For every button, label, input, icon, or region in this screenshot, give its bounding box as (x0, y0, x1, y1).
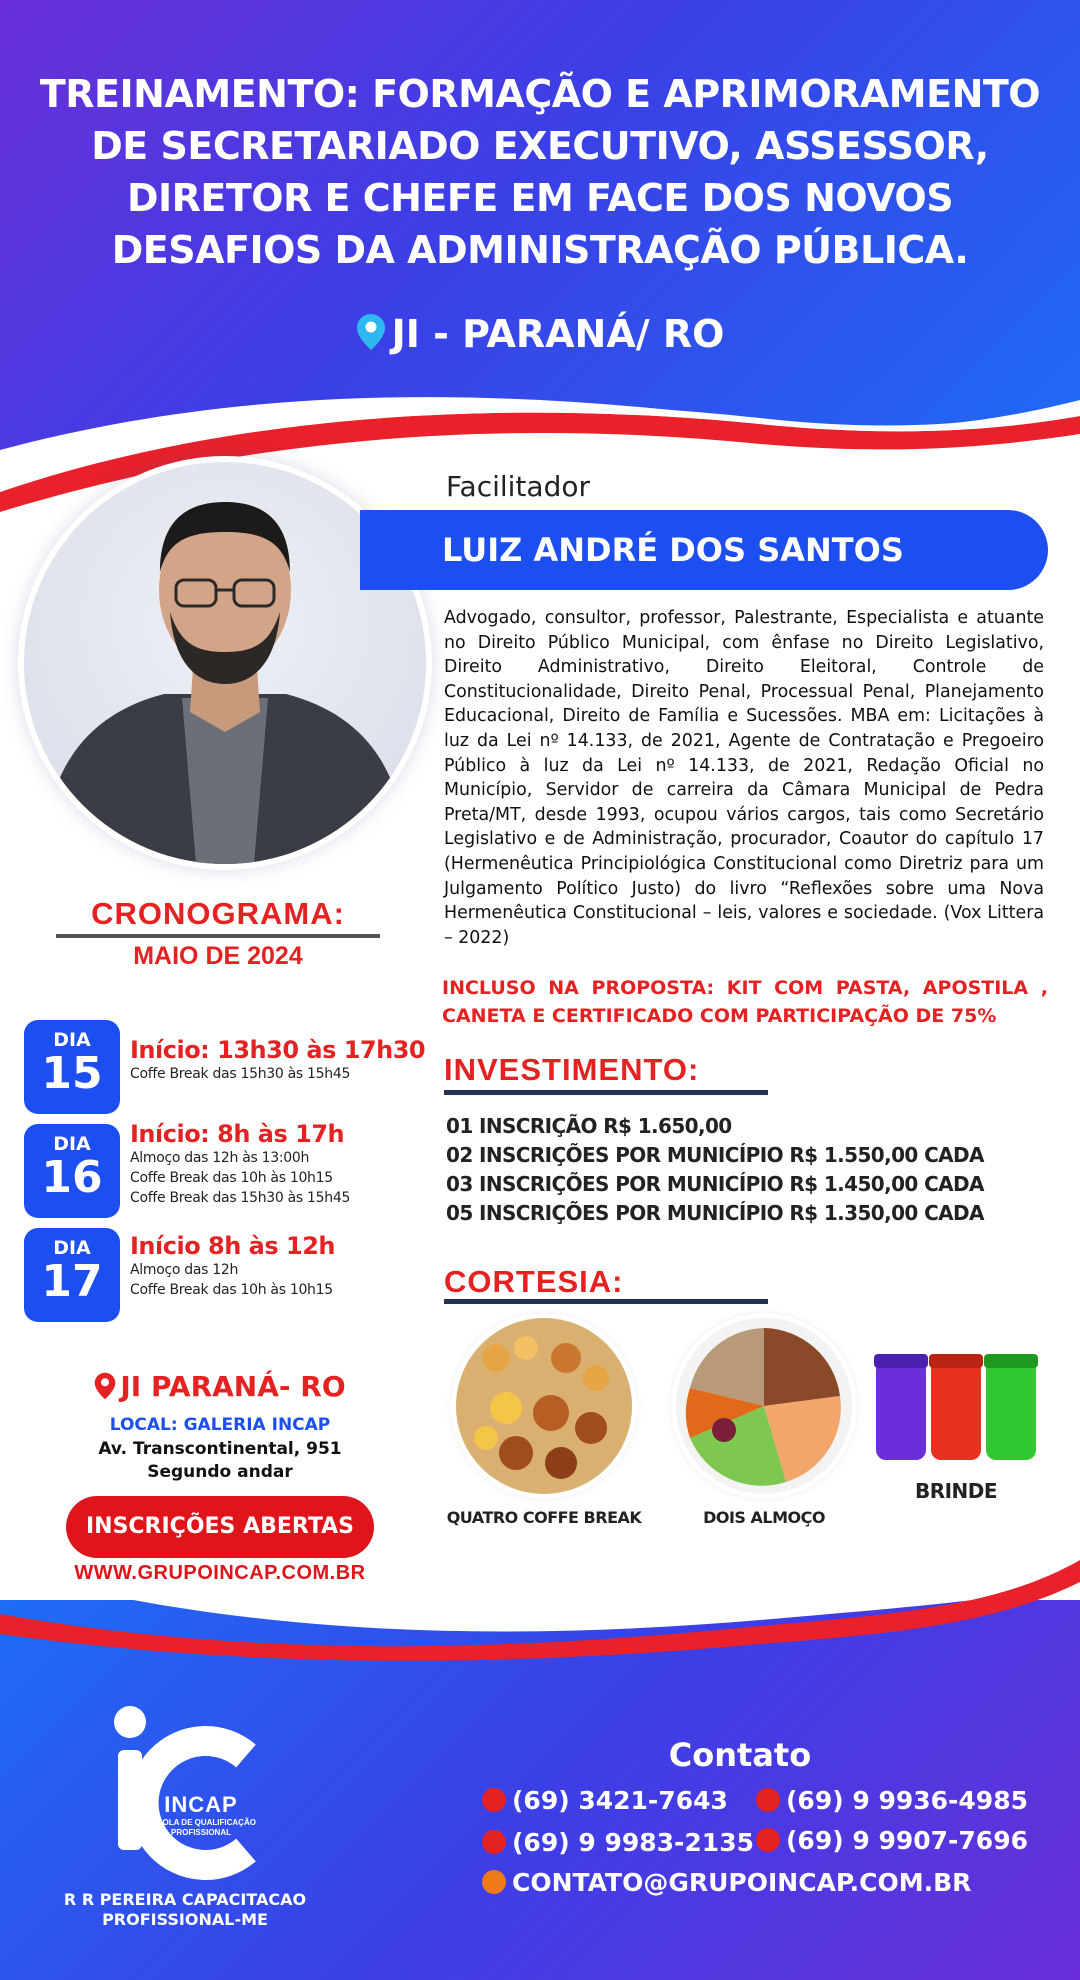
event-city (0, 312, 1080, 360)
phone-icon (756, 1788, 780, 1812)
facilitator-name: LUIZ ANDRÉ DOS SANTOS (360, 510, 1048, 590)
phone-icon (756, 1828, 780, 1852)
investment-list (446, 1112, 1046, 1228)
venue-city (40, 1370, 400, 1403)
day-info-16 (130, 1120, 350, 1208)
courtesy-label: DOIS ALMOÇO (703, 1508, 825, 1527)
day-detail: Coffe Break das 15h30 às 15h45 (130, 1190, 351, 1206)
day-start: Início: 8h às 17h (130, 1120, 345, 1148)
day-detail: Coffe Break das 10h às 10h15 (130, 1170, 333, 1186)
phone-link[interactable] (756, 1826, 1028, 1855)
day-badge-15 (24, 1020, 120, 1114)
venue-address (40, 1438, 400, 1484)
event-city-text: JI - PARANÁ/ RO (391, 312, 725, 356)
venue-name: LOCAL: GALERIA INCAP (109, 1415, 331, 1435)
page-title: TREINAMENTO: FORMAÇÃO E APRIMORAMENTO DE SECRETARIADO EXECUTIVO, ASSESSOR, DIRETOR E CHEFE EM FACE DOS NOVOS DESAFIOS DA ADMINISTRAÇÃO PÚBLICA. (39, 72, 1041, 272)
contact-title: Contato (668, 1736, 812, 1774)
courtesy-lunch (664, 1318, 864, 1527)
phone-number: (69) 9 9983-2135 (512, 1828, 754, 1857)
logo-name: INCAP (164, 1792, 238, 1817)
venue-floor: Segundo andar (147, 1462, 293, 1482)
schedule-rule (56, 934, 380, 938)
day-start: Início: 13h30 às 17h30 (130, 1036, 426, 1064)
phone-number: (69) 9 9936-4985 (786, 1786, 1028, 1815)
logo-subtitle: ESCOLA DE QUALIFICAÇÃO (146, 1818, 256, 1827)
day-info-17 (130, 1232, 335, 1300)
phone-link[interactable] (482, 1828, 754, 1857)
investment-item: 05 INSCRIÇÕES POR MUNICÍPIO R$ 1.350,00 CADA (446, 1201, 984, 1225)
email-address: CONTATO@GRUPOINCAP.COM.BR (512, 1868, 972, 1897)
day-detail: Almoço das 12h às 13:00h (130, 1150, 310, 1166)
courtesy-label: BRINDE (914, 1479, 998, 1503)
included-items: INCLUSO NA PROPOSTA: KIT COM PASTA, APOSTILA , CANETA E CERTIFICADO COM PARTICIPAÇÃO DE 75% (442, 977, 1048, 1027)
courtesy-rule (444, 1299, 768, 1304)
day-detail: Almoço das 12h (130, 1262, 239, 1278)
map-pin-icon (356, 313, 386, 360)
day-label: DIA (53, 1133, 91, 1155)
venue-street: Av. Transcontinental, 951 (98, 1439, 342, 1459)
email-icon (482, 1870, 506, 1894)
phone-icon (482, 1830, 506, 1854)
lunch-image (676, 1318, 852, 1494)
day-badge-17 (24, 1228, 120, 1322)
coffee-break-image (456, 1318, 632, 1494)
schedule-title: CRONOGRAMA: (91, 896, 345, 931)
courtesy-title: CORTESIA: (444, 1264, 624, 1299)
day-number: 15 (41, 1048, 103, 1099)
investment-item: 02 INSCRIÇÕES POR MUNICÍPIO R$ 1.550,00 CADA (446, 1143, 984, 1167)
email-link[interactable] (482, 1868, 971, 1897)
logo-subtitle: PROFISSIONAL (170, 1828, 231, 1837)
phone-icon (482, 1788, 506, 1812)
day-detail: Coffe Break das 10h às 10h15 (130, 1282, 333, 1298)
facilitator-bio: Advogado, consultor, professor, Palestrante, Especialista e atuante no Direito Público Municipal, com ênfase no Direito Legislativo, Direito Administrativo, Direito Eleitoral, Controle de Constitucionalidade, Direito Penal, Processual Penal, Planejamento Educacional, Direito de Família e Sucessões. MBA em: Licitações à luz da Lei nº 14.133, de 2021, Agente de Contratação e Pregoeiro Público à luz da Lei nº 14.133, de 2021, Redação Oficial no Município, Servidor de carreira da Câmara Municipal de Pedra Preta/MT, desde 1993, ocupou vários cargos, tais como Secretário Legislativo e de Administração, procurador, Coautor do capítulo 17 (Hermenêutica Principiológica Constitucional como Diretriz para um Julgamento Político Justo) do livro “Reflexões sobre uma Nova Hermenêutica Constitucional – leis, valores e sociedade. (Vox Littera – 2022) (444, 608, 1044, 948)
day-number: 16 (41, 1152, 103, 1203)
courtesy-gift (866, 1346, 1046, 1503)
investment-rule (444, 1090, 768, 1095)
company-line: R R PEREIRA CAPACITACAO (63, 1890, 307, 1909)
phone-number: (69) 9 9907-7696 (786, 1826, 1028, 1855)
day-number: 17 (41, 1256, 103, 1307)
investment-item: 01 INSCRIÇÃO R$ 1.650,00 (446, 1114, 732, 1138)
phone-number: (69) 3421-7643 (512, 1786, 728, 1815)
day-badge-16 (24, 1124, 120, 1218)
company-name (60, 1890, 310, 1930)
courtesy-coffee-break (444, 1318, 644, 1527)
investment-title: INVESTIMENTO: (444, 1052, 700, 1087)
venue-city-text: JI PARANÁ- RO (120, 1370, 346, 1403)
register-button[interactable]: INSCRIÇÕES ABERTAS (66, 1496, 374, 1558)
incap-logo (96, 1700, 266, 1880)
shaker-bottles-image (866, 1346, 1046, 1466)
day-label: DIA (53, 1237, 91, 1259)
company-line: PROFISSIONAL-ME (102, 1910, 268, 1929)
phone-link[interactable] (482, 1786, 728, 1815)
courtesy-label: QUATRO COFFE BREAK (446, 1508, 642, 1527)
website-link[interactable]: WWW.GRUPOINCAP.COM.BR (74, 1562, 366, 1584)
day-detail: Coffe Break das 15h30 às 15h45 (130, 1066, 351, 1082)
facilitator-label: Facilitador (446, 470, 590, 503)
schedule-month: MAIO DE 2024 (133, 942, 303, 970)
day-info-15 (130, 1036, 425, 1084)
day-label: DIA (53, 1029, 91, 1051)
day-start: Início 8h às 12h (130, 1232, 335, 1260)
map-pin-icon (94, 1372, 116, 1400)
phone-link[interactable] (756, 1786, 1028, 1815)
investment-item: 03 INSCRIÇÕES POR MUNICÍPIO R$ 1.450,00 CADA (446, 1172, 984, 1196)
